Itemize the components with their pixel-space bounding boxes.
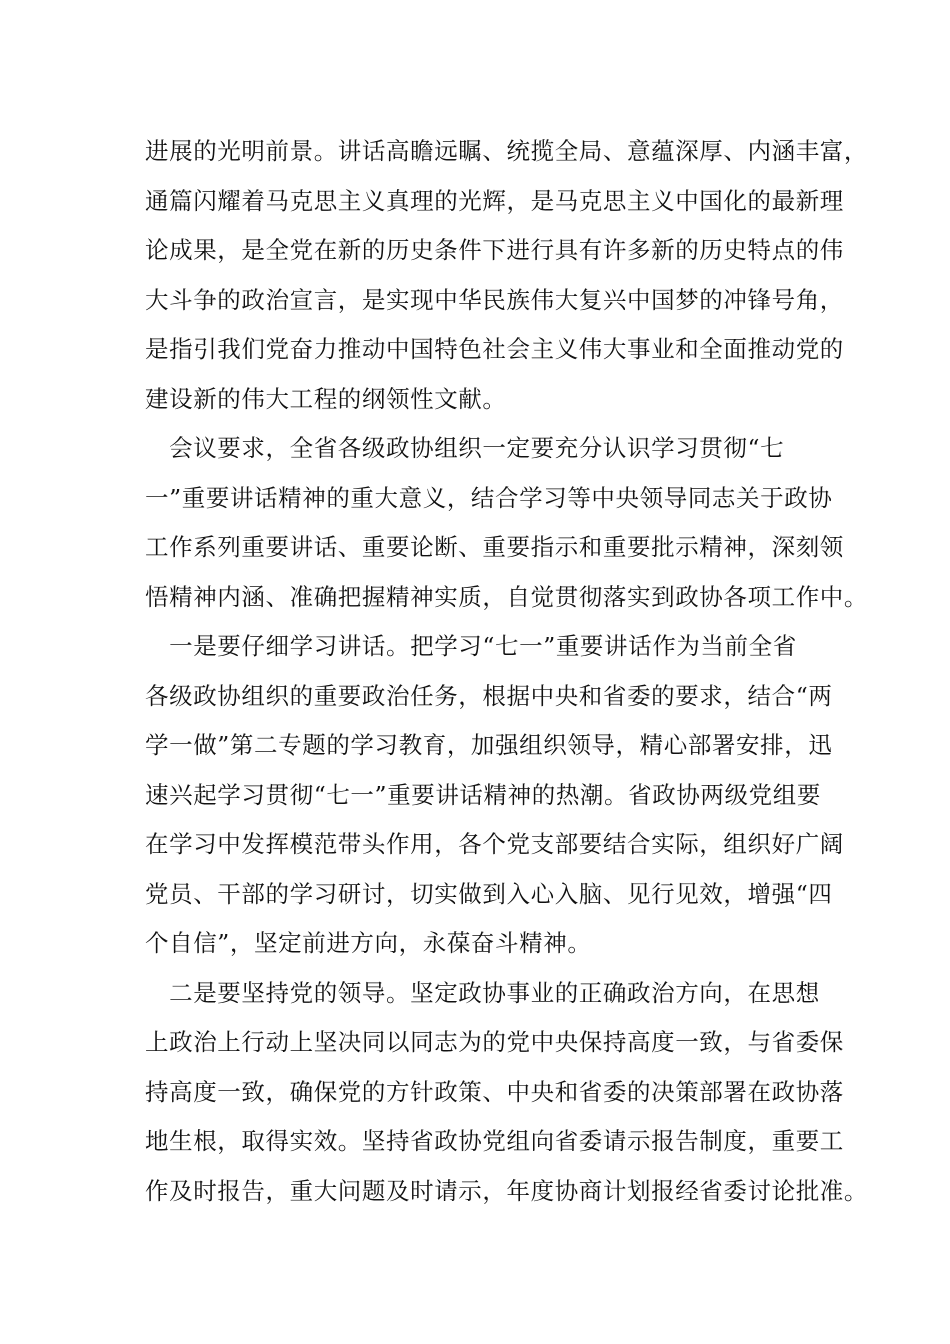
text-line: 工作系列重要讲话、重要论断、重要指示和重要批示精神，深刻领 [145,533,844,561]
text-line: 一是要仔细学习讲话。把学习“七一”重要讲话作为当前全省 [145,632,797,660]
text-line: 持高度一致，确保党的方针政策、中央和省委的决策部署在政协落 [145,1077,844,1106]
text-line: 上政治上行动上坚决同以同志为的党中央保持高度一致，与省委保 [145,1028,844,1056]
text-line: 地生根，取得实效。坚持省政协党组向省委请示报告制度，重要工 [145,1127,844,1155]
text-line: 个自信”，坚定前进方向，永葆奋斗精神。 [145,929,592,957]
text-line: 作及时报告，重大问题及时请示，年度协商计划报经省委讨论批准。 [145,1176,868,1205]
text-line: 各级政协组织的重要政治任务，根据中央和省委的要求，结合“两 [145,681,833,710]
text-line: 悟精神内涵、准确把握精神实质，自觉贯彻落实到政协各项工作中。 [145,582,868,611]
text-line: 在学习中发挥模范带头作用，各个党支部要结合实际，组织好广阔 [145,830,844,858]
text-line: 一”重要讲话精神的重大意义，结合学习等中央领导同志关于政协 [145,483,833,512]
text-line: 是指引我们党奋力推动中国特色社会主义伟大事业和全面推动党的 [145,335,844,363]
text-line: 二是要坚持党的领导。坚定政协事业的正确政治方向，在思想 [145,978,820,1007]
text-line: 建设新的伟大工程的纲领性文献。 [145,384,507,413]
text-line: 速兴起学习贯彻“七一”重要讲话精神的热潮。省政协两级党组要 [145,780,821,809]
document-body [145,127,868,1216]
text-line: 进展的光明前景。讲话高瞻远瞩、统揽全局、意蕴深厚、内涵丰富， [145,137,868,165]
text-line: 党员、干部的学习研讨，切实做到入心入脑、见行见效，增强“四 [145,879,833,908]
text-line: 大斗争的政治宣言，是实现中华民族伟大复兴中国梦的冲锋号角， [145,285,844,314]
text-line: 学一做”第二专题的学习教育，加强组织领导，精心部署安排，迅 [145,731,833,759]
text-line: 通篇闪耀着马克思主义真理的光辉，是马克思主义中国化的最新理 [145,186,844,215]
text-line: 会议要求，全省各级政协组织一定要充分认识学习贯彻“七 [145,434,785,462]
text-line: 论成果，是全党在新的历史条件下进行具有许多新的历史特点的伟 [145,236,844,264]
